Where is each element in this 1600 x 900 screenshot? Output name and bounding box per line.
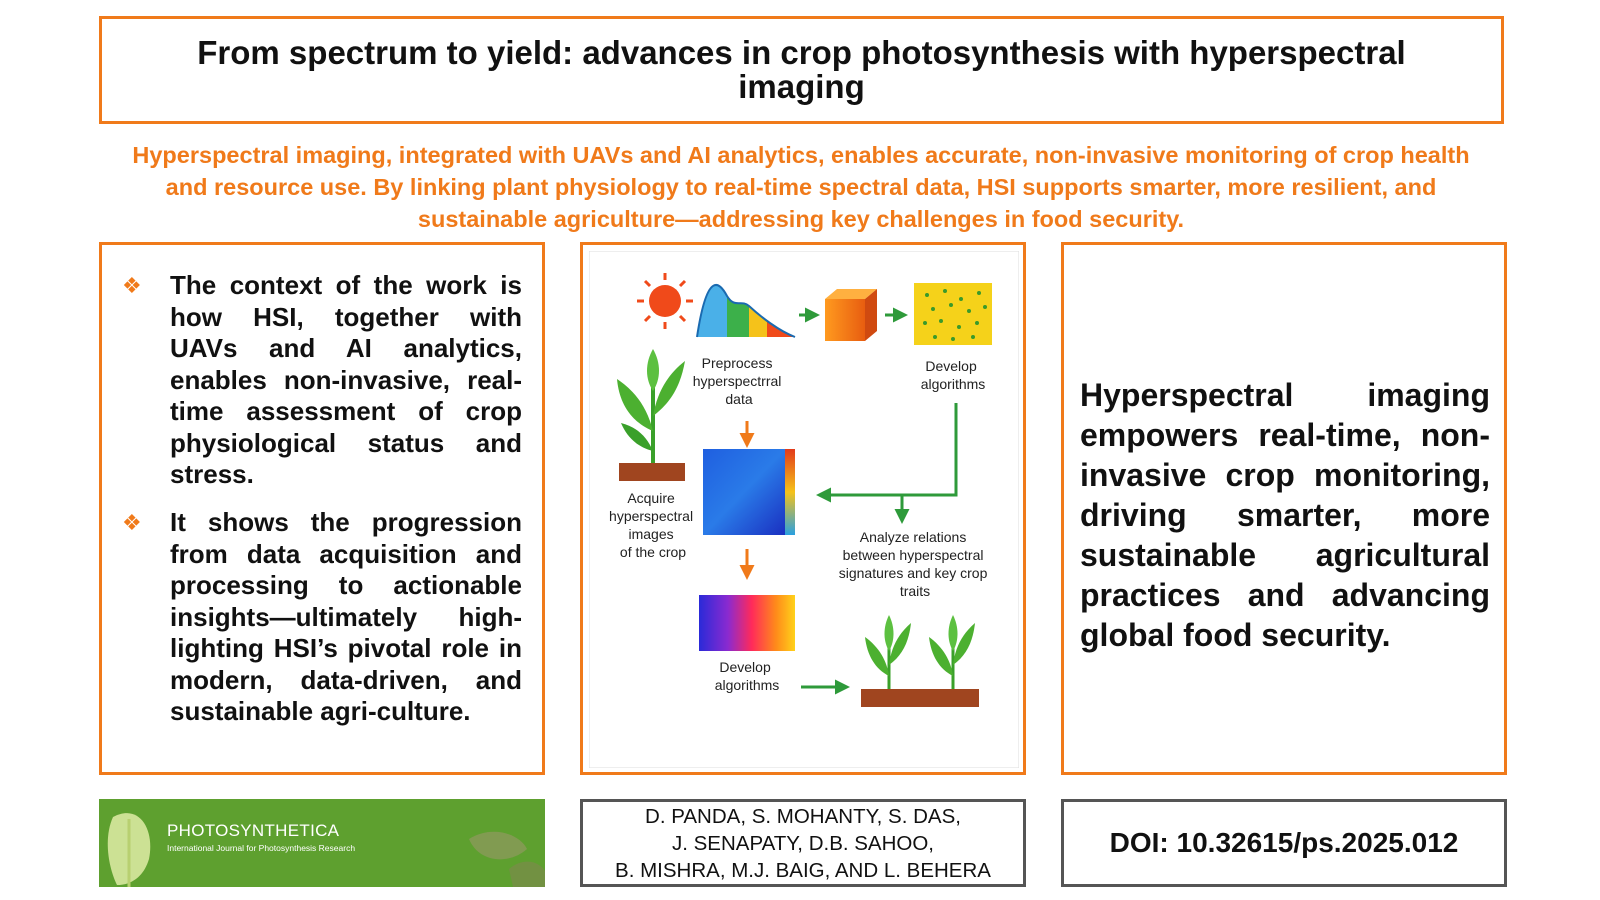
hyperspectral-image-icon (703, 449, 795, 535)
bullet-item (122, 507, 522, 728)
doi-text: DOI: 10.32615/ps.2025.012 (1109, 827, 1459, 858)
conclusion-panel (1061, 242, 1507, 775)
journal-subtitle: International Journal for Photosynthesis Research (167, 843, 356, 853)
context-panel (99, 242, 545, 775)
bullet-text: The context of the work is how HSI, together with UAVs and AI analytics, enables non-invasive, real-time assessment of crop physiological status and stress. (170, 270, 522, 489)
authors-line: J. SENAPATY, D.B. SAHOO, (671, 831, 934, 855)
bullet-text: It shows the progression from data acquisition and processing to actionable insights—ultimately high-lighting HSI’s pivotal role in modern, data-driven, and sustainable agri-culture. (170, 507, 522, 726)
title-box (99, 16, 1504, 124)
diamond-bullet-icon: ❖ (122, 510, 142, 535)
label-acquire: Acquire hyperspectral images of the crop (609, 490, 694, 560)
label-preprocess: Preprocess hyperspectrral data (692, 355, 782, 407)
diamond-bullet-icon: ❖ (122, 273, 142, 298)
journal-name: PHOTOSYNTHETICA (167, 821, 340, 840)
page-title: From spectrum to yield: advances in crop photosynthesis with hyperspectral imaging (197, 34, 1406, 105)
workflow-figure-panel (580, 242, 1026, 775)
conclusion-text: Hyperspectral imaging empowers real-time, non-invasive crop monitoring, driving smarter, more sustainable agricultural practices and advancing global food security. (1080, 377, 1490, 653)
spectral-map-icon (699, 595, 795, 651)
label-develop-algorithms-bottom: Develop algorithms (714, 659, 780, 693)
journal-banner (99, 799, 545, 887)
authors-box (580, 799, 1026, 887)
subtitle-summary: Hyperspectral imaging, integrated with UAVs and AI analytics, enables accurate, non-invasive monitoring of crop health and resource use. By linking plant physiology to real-time spectral data, HSI supports smarter, more resilient, and sustainable agriculture—addressing key challenges in food security. (132, 142, 1470, 232)
label-analyze: Analyze relations between hyperspectral signatures and key crop traits (838, 529, 988, 599)
data-cube-icon (825, 289, 877, 341)
authors-list (615, 803, 991, 884)
label-develop-algorithms-top: Develop algorithms (920, 358, 986, 392)
authors-line: D. PANDA, S. MOHANTY, S. DAS, (645, 804, 961, 828)
workflow-diagram (589, 251, 1019, 768)
algorithm-grid-icon (914, 283, 992, 345)
bullet-item (122, 270, 522, 491)
doi-box (1061, 799, 1507, 887)
authors-line: B. MISHRA, M.J. BAIG, AND L. BEHERA (615, 858, 991, 882)
